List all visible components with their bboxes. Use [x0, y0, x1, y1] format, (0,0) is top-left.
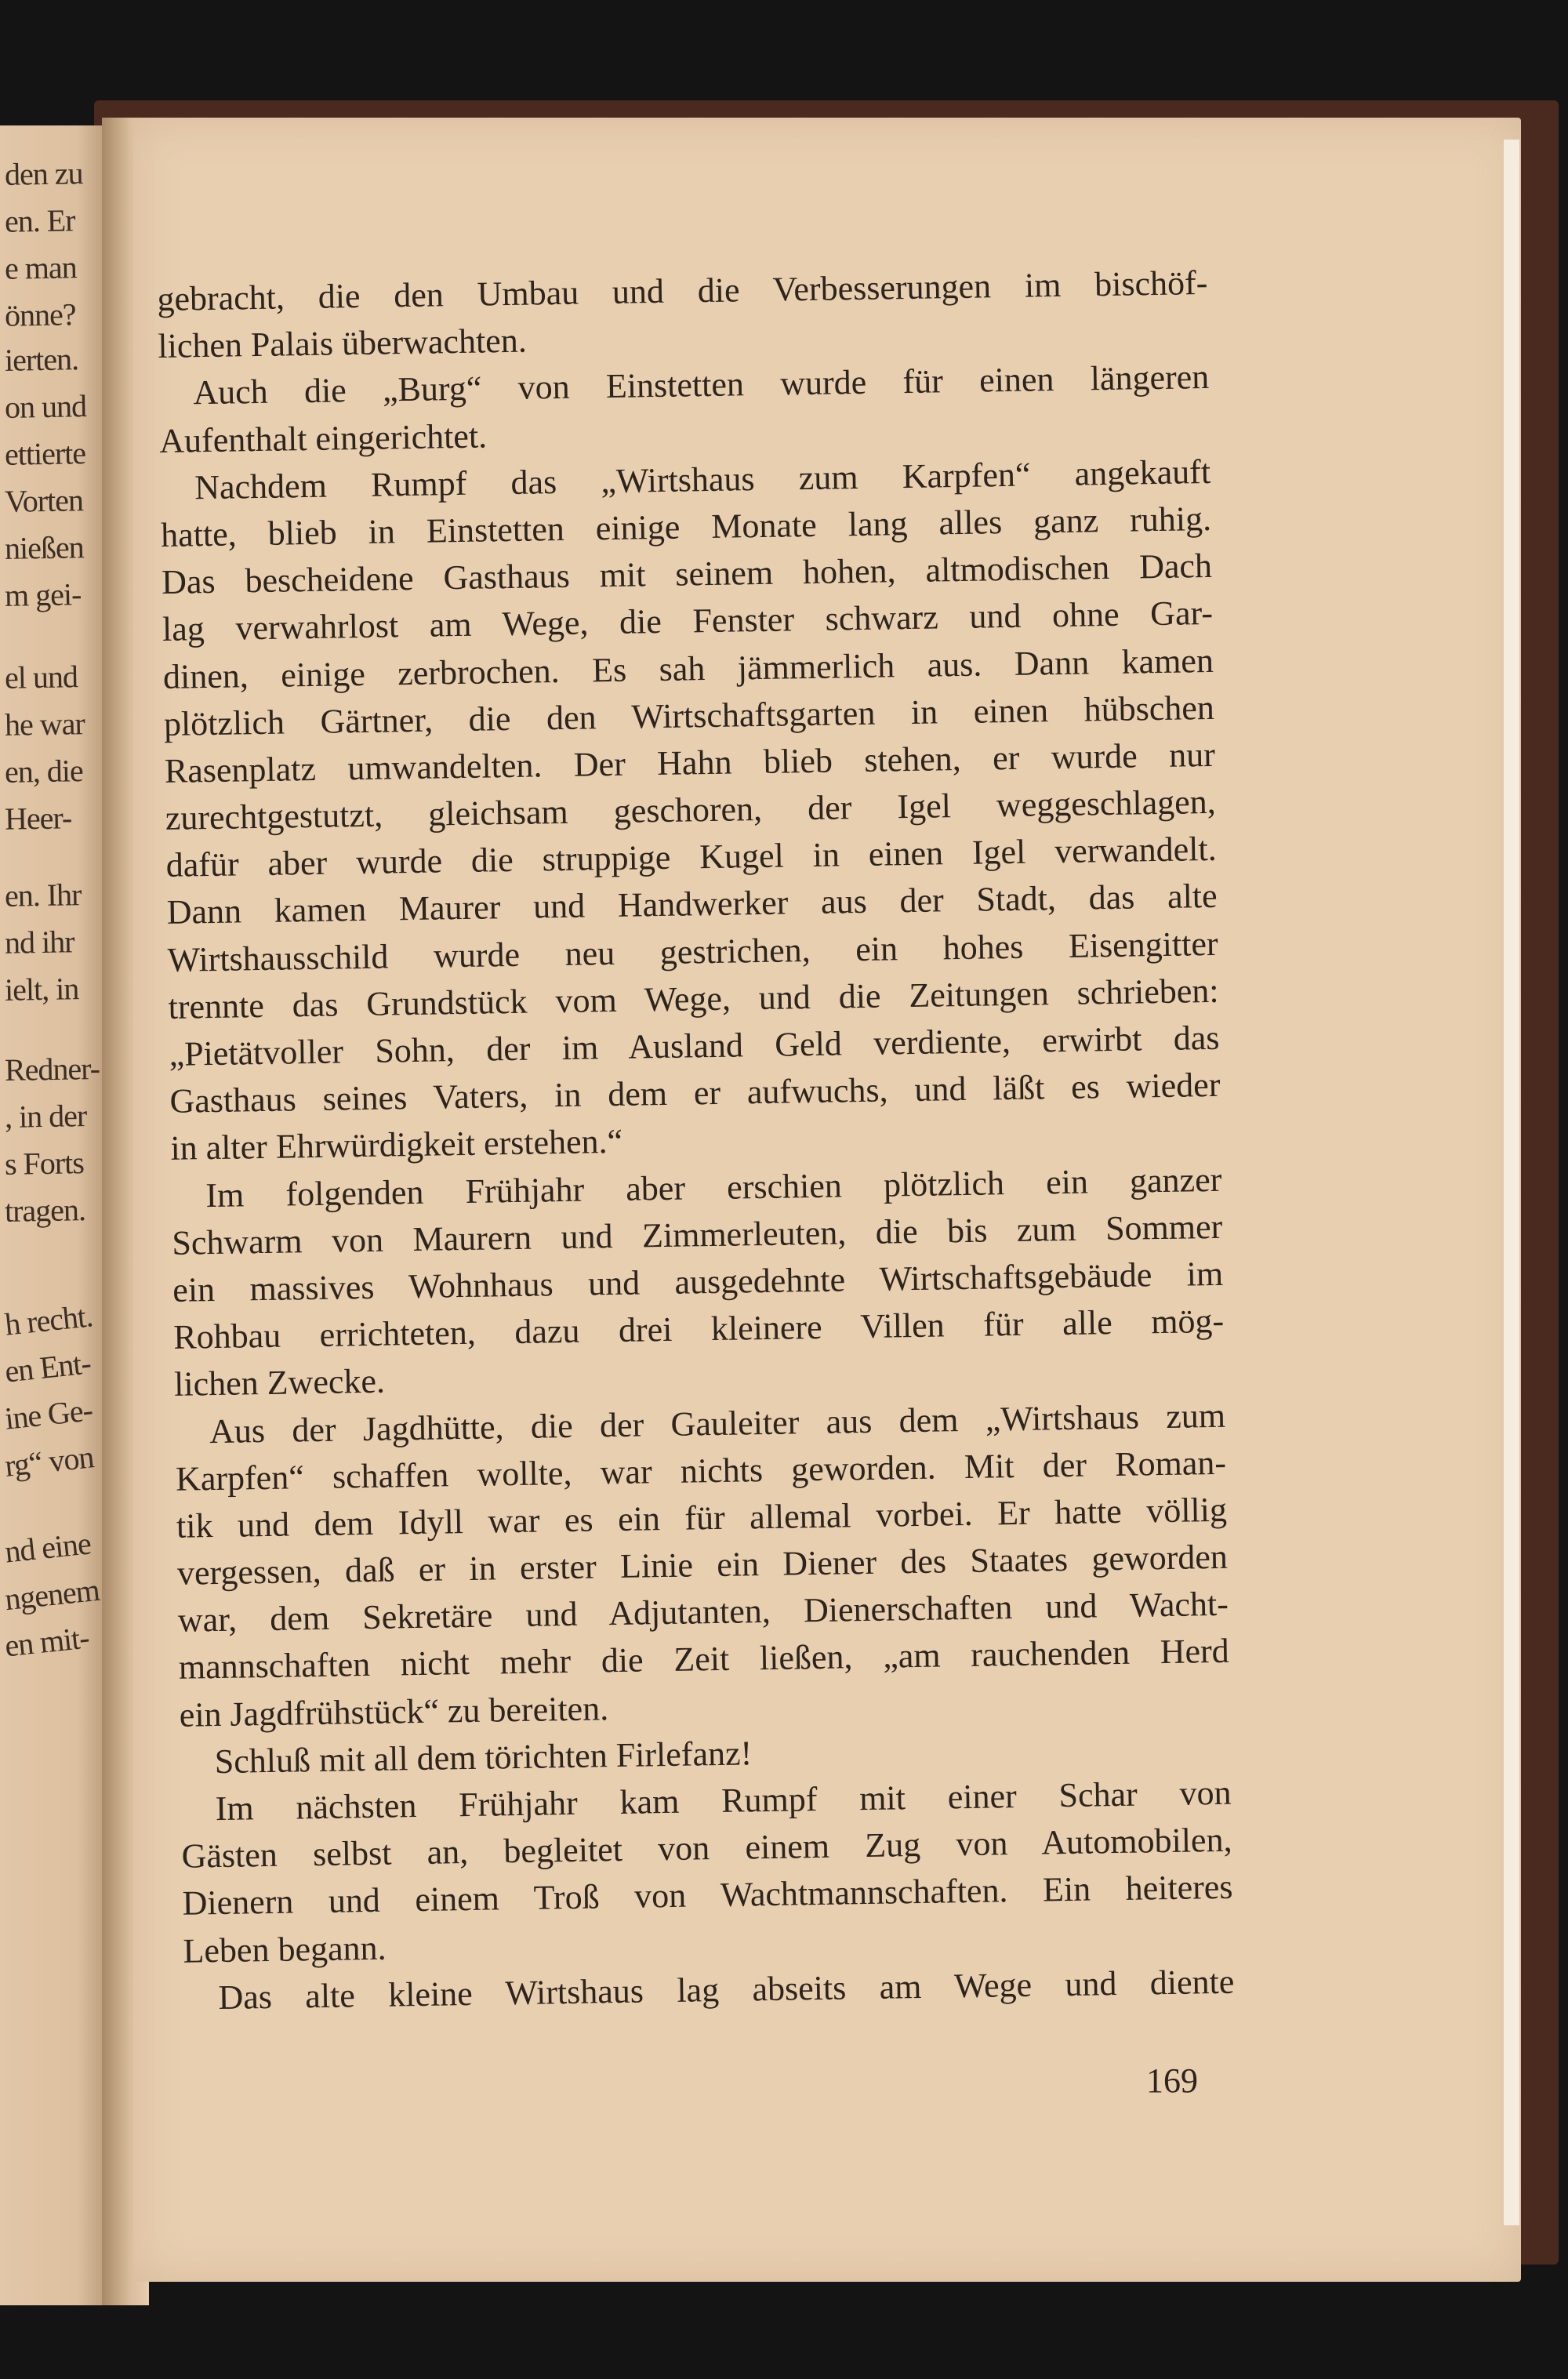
text-line: Dienern und einem Troß von Wachtmannschaften. Ein heiteres: [182, 1868, 1233, 1923]
text-line: dafür aber wurde die struppige Kugel in einen Igel verwandelt.: [165, 830, 1218, 885]
left-page-fragment: ine Ge-: [2, 1392, 94, 1436]
text-line: Gästen selbst an, begleitet von einem Zug von Automobilen,: [181, 1820, 1232, 1876]
text-line: mannschaften nicht mehr die Zeit ließen, „am rauchenden Herd: [178, 1632, 1230, 1687]
text-line: Aus der Jagdhütte, die der Gauleiter aus dem „Wirtshaus zum: [209, 1396, 1226, 1451]
left-page-fragment: , in der: [4, 1098, 87, 1135]
text-line: ein massives Wohnhaus und ausgedehnte Wirtschaftsgebäude im: [172, 1254, 1224, 1309]
left-page-fragment: nd eine: [2, 1525, 93, 1570]
left-page: [0, 125, 110, 2305]
text-line: war, dem Sekretäre und Adjutanten, Dienerschaften und Wacht-: [177, 1584, 1229, 1640]
left-page-fragment: en. Ihr: [4, 877, 82, 913]
text-line: plötzlich Gärtner, die den Wirtschaftsgarten in einen hübschen: [163, 688, 1215, 743]
text-line: Das alte kleine Wirtshaus lag abseits am Wege und diente: [218, 1962, 1235, 2017]
text-line: in alter Ehrwürdigkeit erstehen.“: [170, 1122, 623, 1168]
text-line: hatte, blieb in Einstetten einige Monate lang alles ganz ruhig.: [160, 499, 1212, 554]
text-line: Schluß mit all dem törichten Firlefanz!: [214, 1734, 753, 1781]
left-page-fragment: en. Er: [4, 202, 75, 239]
text-line: tik und dem Idyll war es ein für allemal vorbei. Er hatte völlig: [176, 1490, 1228, 1545]
left-page-fragment: Heer-: [4, 800, 72, 837]
text-line: Nachdem Rumpf das „Wirtshaus zum Karpfen“ angekauft: [194, 452, 1211, 507]
left-page-fragment: den zu: [4, 155, 83, 192]
text-line: Dann kamen Maurer und Handwerker aus der Stadt, das alte: [166, 877, 1218, 932]
left-page-fragment: rg“ von: [2, 1439, 96, 1484]
text-line: ein Jagdfrühstück“ zu bereiten.: [179, 1688, 609, 1734]
text-line: Wirtshausschild wurde neu gestrichen, ein hohes Eisengitter: [167, 924, 1218, 979]
text-line: Gasthaus seines Vaters, in dem er aufwuchs, und läßt es wieder: [169, 1066, 1221, 1121]
text-line: Im folgenden Frühjahr aber erschien plötzlich ein ganzer: [205, 1160, 1222, 1215]
left-page-fragment: he war: [4, 706, 85, 743]
text-line: Leben begann.: [183, 1928, 387, 1970]
text-line: gebracht, die den Umbau und die Verbesserungen im bischöf-: [157, 263, 1208, 318]
text-line: lichen Palais überwachten.: [158, 321, 528, 366]
text-line: „Pietätvoller Sohn, der im Ausland Geld verdiente, erwirbt das: [169, 1018, 1220, 1073]
left-page-fragment: en, die: [4, 753, 84, 790]
left-page-fragment: ierten.: [4, 341, 79, 378]
text-line: zurechtgestutzt, gleichsam geschoren, der Igel weggeschlagen,: [165, 782, 1217, 837]
left-page-fragment: ielt, in: [4, 971, 79, 1008]
left-page-fragment: nd ihr: [4, 924, 74, 961]
text-line: Das bescheidene Gasthaus mit seinem hohen, altmodischen Dach: [161, 547, 1213, 602]
left-page-fragment: Vorten: [4, 482, 84, 519]
text-line: lag verwahrlost am Wege, die Fenster schwarz und ohne Gar-: [162, 594, 1214, 649]
text-line: Rohbau errichteten, dazu drei kleinere Villen für alle mög-: [172, 1301, 1225, 1357]
text-line: Auch die „Burg“ von Einstetten wurde für einen längeren: [192, 358, 1210, 412]
left-page-fragment: on und: [4, 388, 87, 425]
left-page-fragment: en mit-: [2, 1619, 91, 1664]
left-page-fragment: en Ent-: [2, 1345, 93, 1389]
left-page-fragment: h recht.: [2, 1298, 94, 1342]
left-page-fragment: önne?: [4, 296, 76, 333]
left-page-fragment: ettierte: [4, 435, 86, 472]
page-edge: [1504, 140, 1519, 2225]
left-page-fragment: ngenem: [2, 1571, 101, 1618]
text-line: lichen Zwecke.: [173, 1361, 386, 1404]
text-line: Karpfen“ schaffen wollte, war nichts geworden. Mit der Roman-: [175, 1443, 1227, 1498]
text-line: Schwarm von Maurern und Zimmerleuten, die bis zum Sommer: [171, 1207, 1223, 1262]
text-line: trennte das Grundstück vom Wege, und die Zeitungen schrieben:: [168, 971, 1219, 1026]
left-page-fragment: nießen: [4, 529, 85, 566]
text-line: Aufenthalt eingerichtet.: [158, 416, 488, 460]
text-line: dinen, einige zerbrochen. Es sah jämmerlich aus. Dann kamen: [162, 641, 1214, 696]
text-line: vergessen, daß er in erster Linie ein Diener des Staates geworden: [176, 1537, 1229, 1593]
body-text: [157, 260, 1235, 2022]
page-number: 169: [1146, 2061, 1198, 2100]
left-page-fragment: el und: [4, 659, 78, 696]
text-line: Rasenplatz umwandelten. Der Hahn blieb stehen, er wurde nur: [164, 735, 1216, 790]
left-page-fragment: s Forts: [4, 1145, 85, 1182]
left-page-fragment: m gei-: [4, 576, 82, 613]
left-page-fragment: Redner-: [4, 1050, 100, 1088]
text-line: Im nächsten Frühjahr kam Rumpf mit einer Schar von: [215, 1773, 1232, 1829]
left-page-fragment: tragen.: [4, 1192, 86, 1229]
left-page-fragment: e man: [4, 249, 78, 286]
